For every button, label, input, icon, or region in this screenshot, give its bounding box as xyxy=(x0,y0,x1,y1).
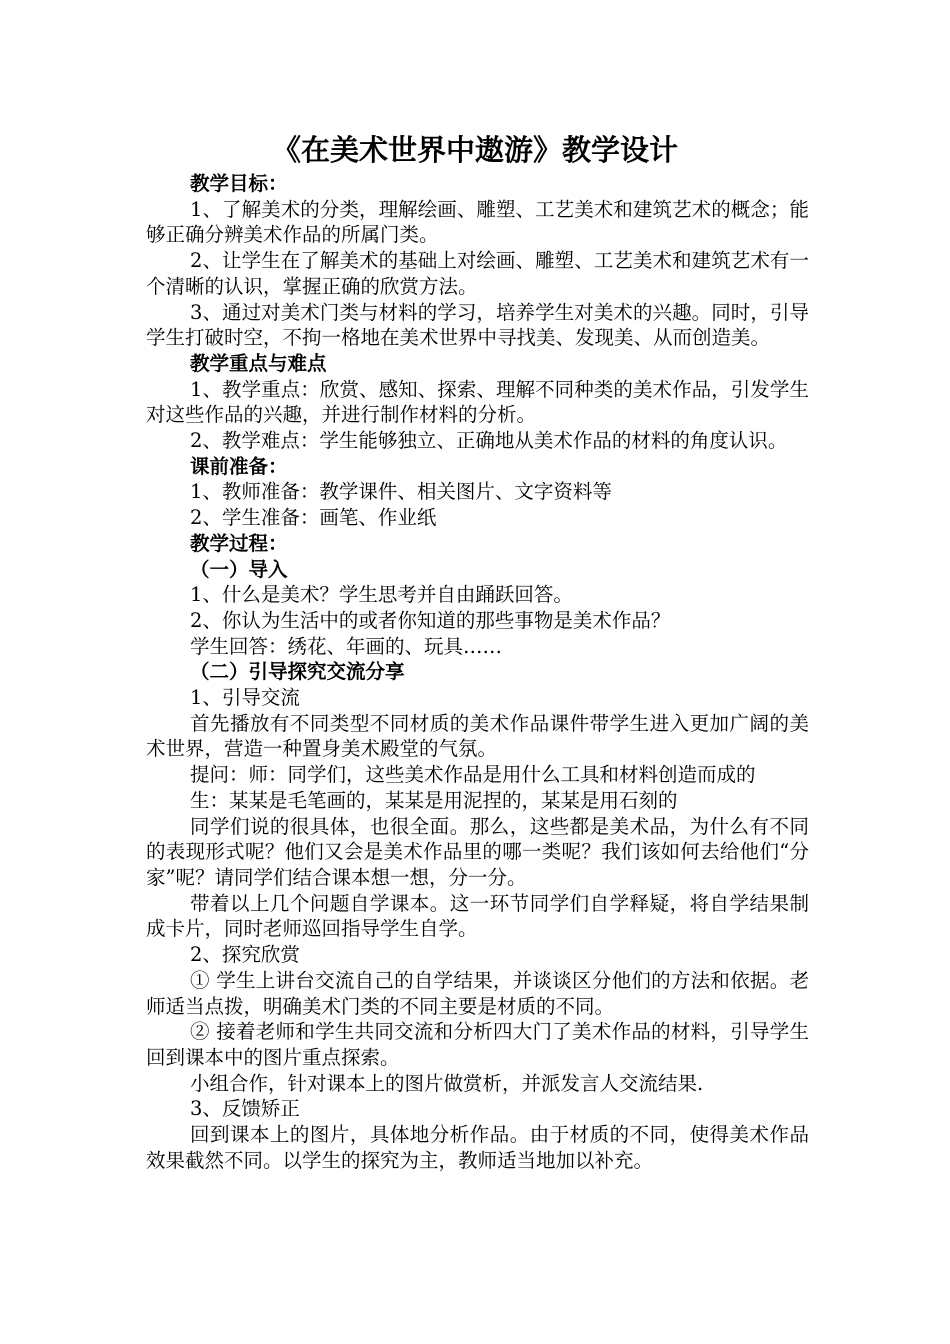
paragraph: 3、通过对美术门类与材料的学习，培养学生对美术的兴趣。同时，引导学生打破时空，不拘一格地在美术世界中寻找美、发现美、从而创造美。 xyxy=(146,300,809,350)
paragraph: 回到课本上的图片，具体地分析作品。由于材质的不同，使得美术作品效果截然不同。以学生的探究为主，教师适当地加以补充。 xyxy=(146,1123,809,1172)
section-subheading: （一）导入 xyxy=(190,557,288,581)
section-heading: 课前准备： xyxy=(190,454,288,478)
paragraph: 小组合作，针对课本上的图片做赏析，并派发言人交流结果. xyxy=(190,1071,704,1095)
page-title: 《在美术世界中遨游》教学设计 xyxy=(271,133,678,167)
section-heading: 教学过程： xyxy=(190,531,288,555)
paragraph: 同学们说的很具体，也很全面。那么，这些都是美术品，为什么有不同的表现形式呢？他们又会是美术作品里的哪一类呢？我们该如何去给他们“分家”呢？请同学们结合课本想一想，分一分。 xyxy=(146,814,809,889)
paragraph: 2、探究欣赏 xyxy=(190,943,300,967)
paragraph: 学生回答：绣花、年画的、玩具…… xyxy=(190,634,503,658)
paragraph: 生：某某是毛笔画的，某某是用泥捏的，某某是用石刻的 xyxy=(190,788,678,812)
paragraph: 1、教师准备：教学课件、相关图片、文字资料等 xyxy=(190,480,612,504)
paragraph: 1、引导交流 xyxy=(190,686,300,710)
section-heading: 教学重点与难点 xyxy=(190,351,327,375)
paragraph: ① 学生上讲台交流自己的自学结果，并谈谈区分他们的方法和依据。老师适当点拨，明确美术门类的不同主要是材质的不同。 xyxy=(146,968,809,1018)
paragraph: 2、让学生在了解美术的基础上对绘画、雕塑、工艺美术和建筑艺术有一个清晰的认识，掌握正确的欣赏方法。 xyxy=(146,249,809,298)
paragraph: 首先播放有不同类型不同材质的美术作品课件带学生进入更加广阔的美术世界，营造一种置身美术殿堂的气氛。 xyxy=(146,711,809,761)
paragraph: ② 接着老师和学生共同交流和分析四大门了美术作品的材料，引导学生回到课本中的图片重点探索。 xyxy=(146,1020,809,1069)
paragraph: 1、了解美术的分类，理解绘画、雕塑、工艺美术和建筑艺术的概念；能够正确分辨美术作品的所属门类。 xyxy=(146,197,809,247)
paragraph: 带着以上几个问题自学课本。这一环节同学们自学释疑，将自学结果制成卡片，同时老师巡回指导学生自学。 xyxy=(146,891,809,941)
document-body xyxy=(146,171,809,1173)
paragraph: 1、什么是美术？学生思考并自由踊跃回答。 xyxy=(190,583,573,607)
paragraph: 提问：师：同学们，这些美术作品是用什么工具和材料创造而成的 xyxy=(190,763,756,787)
paragraph: 3、反馈矫正 xyxy=(190,1097,300,1121)
paragraph: 1、教学重点：欣赏、感知、探索、理解不同种类的美术作品，引发学生对这些作品的兴趣，并进行制作材料的分析。 xyxy=(146,377,809,427)
paragraph: 2、教学难点：学生能够独立、正确地从美术作品的材料的角度认识。 xyxy=(190,429,788,453)
section-subheading: （二）引导探究交流分享 xyxy=(190,660,405,684)
paragraph: 2、学生准备：画笔、作业纸 xyxy=(190,506,437,530)
section-heading: 教学目标： xyxy=(190,172,288,195)
paragraph: 2、你认为生活中的或者你知道的那些事物是美术作品？ xyxy=(190,608,671,632)
